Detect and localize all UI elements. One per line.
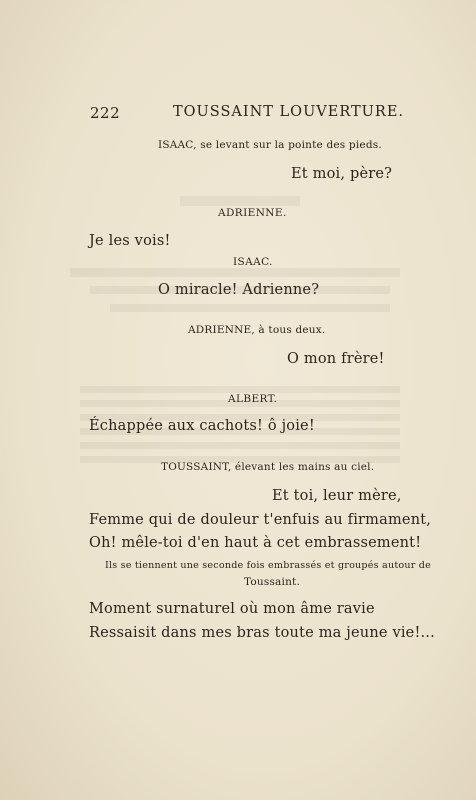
stage-direction-continued: Toussaint. <box>244 576 300 588</box>
stage-direction: Ils se tiennent une seconde fois embrassés et groupés autour de <box>105 560 431 571</box>
speaker-adrienne-stage: ADRIENNE, à tous deux. <box>188 324 326 336</box>
verse-line: Ressaisit dans mes bras toute ma jeune vie!... <box>89 625 435 641</box>
verse-line: Oh! mêle-toi d'en haut à cet embrassement! <box>89 535 422 551</box>
page-number: 222 <box>90 104 121 122</box>
verse-line: Et toi, leur mère, <box>272 488 402 504</box>
verse-line: Je les vois! <box>89 233 171 249</box>
verse-line: Moment surnaturel où mon âme ravie <box>89 601 375 617</box>
verse-line: Et moi, père? <box>291 166 393 182</box>
verse-line: Échappée aux cachots! ô joie! <box>89 418 315 434</box>
speaker-toussaint-stage: TOUSSAINT, élevant les mains au ciel. <box>161 461 375 473</box>
speaker-isaac: ISAAC. <box>233 256 273 268</box>
speaker-adrienne: ADRIENNE. <box>218 207 287 219</box>
verse-line: Femme qui de douleur t'enfuis au firmament, <box>89 512 432 528</box>
verse-line: O miracle! Adrienne? <box>158 282 320 298</box>
running-title: TOUSSAINT LOUVERTURE. <box>173 104 405 120</box>
speaker-isaac-stage: ISAAC, se levant sur la pointe des pieds. <box>158 139 382 151</box>
speaker-albert: ALBERT. <box>228 393 278 405</box>
verse-line: O mon frère! <box>287 351 385 367</box>
